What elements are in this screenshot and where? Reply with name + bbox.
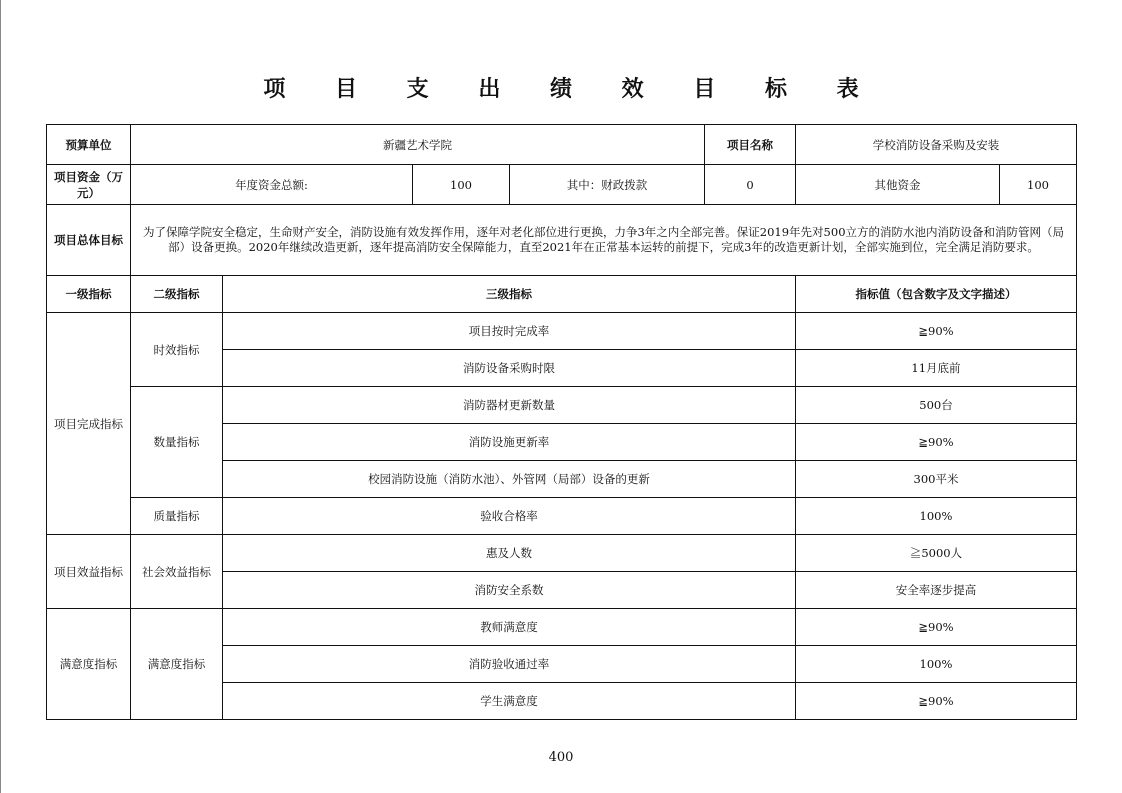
column-header-value: 指标值（包含数字及文字描述） <box>796 276 1077 313</box>
funds-total-value: 100 <box>413 165 510 205</box>
level2-indicator: 社会效益指标 <box>131 535 223 609</box>
table-row <box>47 387 1077 424</box>
budget-unit-value: 新疆艺术学院 <box>131 125 705 165</box>
table-row <box>47 609 1077 646</box>
indicator-value: 500台 <box>796 387 1077 424</box>
table-row <box>47 535 1077 572</box>
indicator-value: 安全率逐步提高 <box>796 572 1077 609</box>
column-header-level3: 三级指标 <box>223 276 796 313</box>
page-title: 项 目 支 出 绩 效 目 标 表 <box>263 76 880 102</box>
indicator-value: ≧90% <box>796 609 1077 646</box>
level3-indicator: 教师满意度 <box>223 609 796 646</box>
goal-text: 为了保障学院安全稳定，生命财产安全，消防设施有效发挥作用，逐年对老化部位进行更换，力争3年之内全部完善。保证2019年先对500立方的消防水池内消防设备和消防管网（局部）设备更换。2020年继续改造更新，逐年提高消防安全保障能力，直至2021年在正常基本运转的前提下，完成3年的改造更新计划，全部实施到位，完全满足消防要求。 <box>131 205 1077 276</box>
level2-indicator: 数量指标 <box>131 387 223 498</box>
budget-unit-label: 预算单位 <box>47 125 131 165</box>
funds-other-value: 100 <box>1000 165 1077 205</box>
project-name-value: 学校消防设备采购及安装 <box>796 125 1077 165</box>
level3-indicator: 校园消防设施（消防水池）、外管网（局部）设备的更新 <box>223 461 796 498</box>
level2-indicator: 时效指标 <box>131 313 223 387</box>
level3-indicator: 消防器材更新数量 <box>223 387 796 424</box>
level1-indicator: 项目完成指标 <box>47 313 131 535</box>
page-edge <box>0 0 1 793</box>
level3-indicator: 消防安全系数 <box>223 572 796 609</box>
level3-indicator: 惠及人数 <box>223 535 796 572</box>
goal-label: 项目总体目标 <box>47 205 131 276</box>
indicator-value: 300平米 <box>796 461 1077 498</box>
level3-indicator: 消防设施更新率 <box>223 424 796 461</box>
table-row <box>47 313 1077 350</box>
funds-total-label: 年度资金总额: <box>131 165 413 205</box>
indicator-value: 11月底前 <box>796 350 1077 387</box>
column-header-row <box>47 276 1077 313</box>
funds-other-label: 其他资金 <box>796 165 1000 205</box>
indicator-value: ≧90% <box>796 424 1077 461</box>
goal-row <box>47 205 1077 276</box>
page-number: 400 <box>548 750 574 765</box>
level3-indicator: 项目按时完成率 <box>223 313 796 350</box>
funds-fiscal-label: 其中：财政拨款 <box>510 165 705 205</box>
performance-target-table <box>46 124 1077 720</box>
level1-indicator: 满意度指标 <box>47 609 131 720</box>
level3-indicator: 消防验收通过率 <box>223 646 796 683</box>
level2-indicator: 质量指标 <box>131 498 223 535</box>
level3-indicator: 验收合格率 <box>223 498 796 535</box>
level2-indicator: 满意度指标 <box>131 609 223 720</box>
level1-indicator: 项目效益指标 <box>47 535 131 609</box>
level3-indicator: 消防设备采购时限 <box>223 350 796 387</box>
indicator-value: ≧5000人 <box>796 535 1077 572</box>
level3-indicator: 学生满意度 <box>223 683 796 720</box>
funds-label: 项目资金（万元） <box>47 165 131 205</box>
funds-fiscal-value: 0 <box>705 165 796 205</box>
indicator-value: 100% <box>796 498 1077 535</box>
column-header-level2: 二级指标 <box>131 276 223 313</box>
column-header-level1: 一级指标 <box>47 276 131 313</box>
budget-unit-row <box>47 125 1077 165</box>
indicator-value: ≧90% <box>796 313 1077 350</box>
funds-row <box>47 165 1077 205</box>
indicator-value: ≧90% <box>796 683 1077 720</box>
table-row <box>47 498 1077 535</box>
indicator-value: 100% <box>796 646 1077 683</box>
project-name-label: 项目名称 <box>705 125 796 165</box>
